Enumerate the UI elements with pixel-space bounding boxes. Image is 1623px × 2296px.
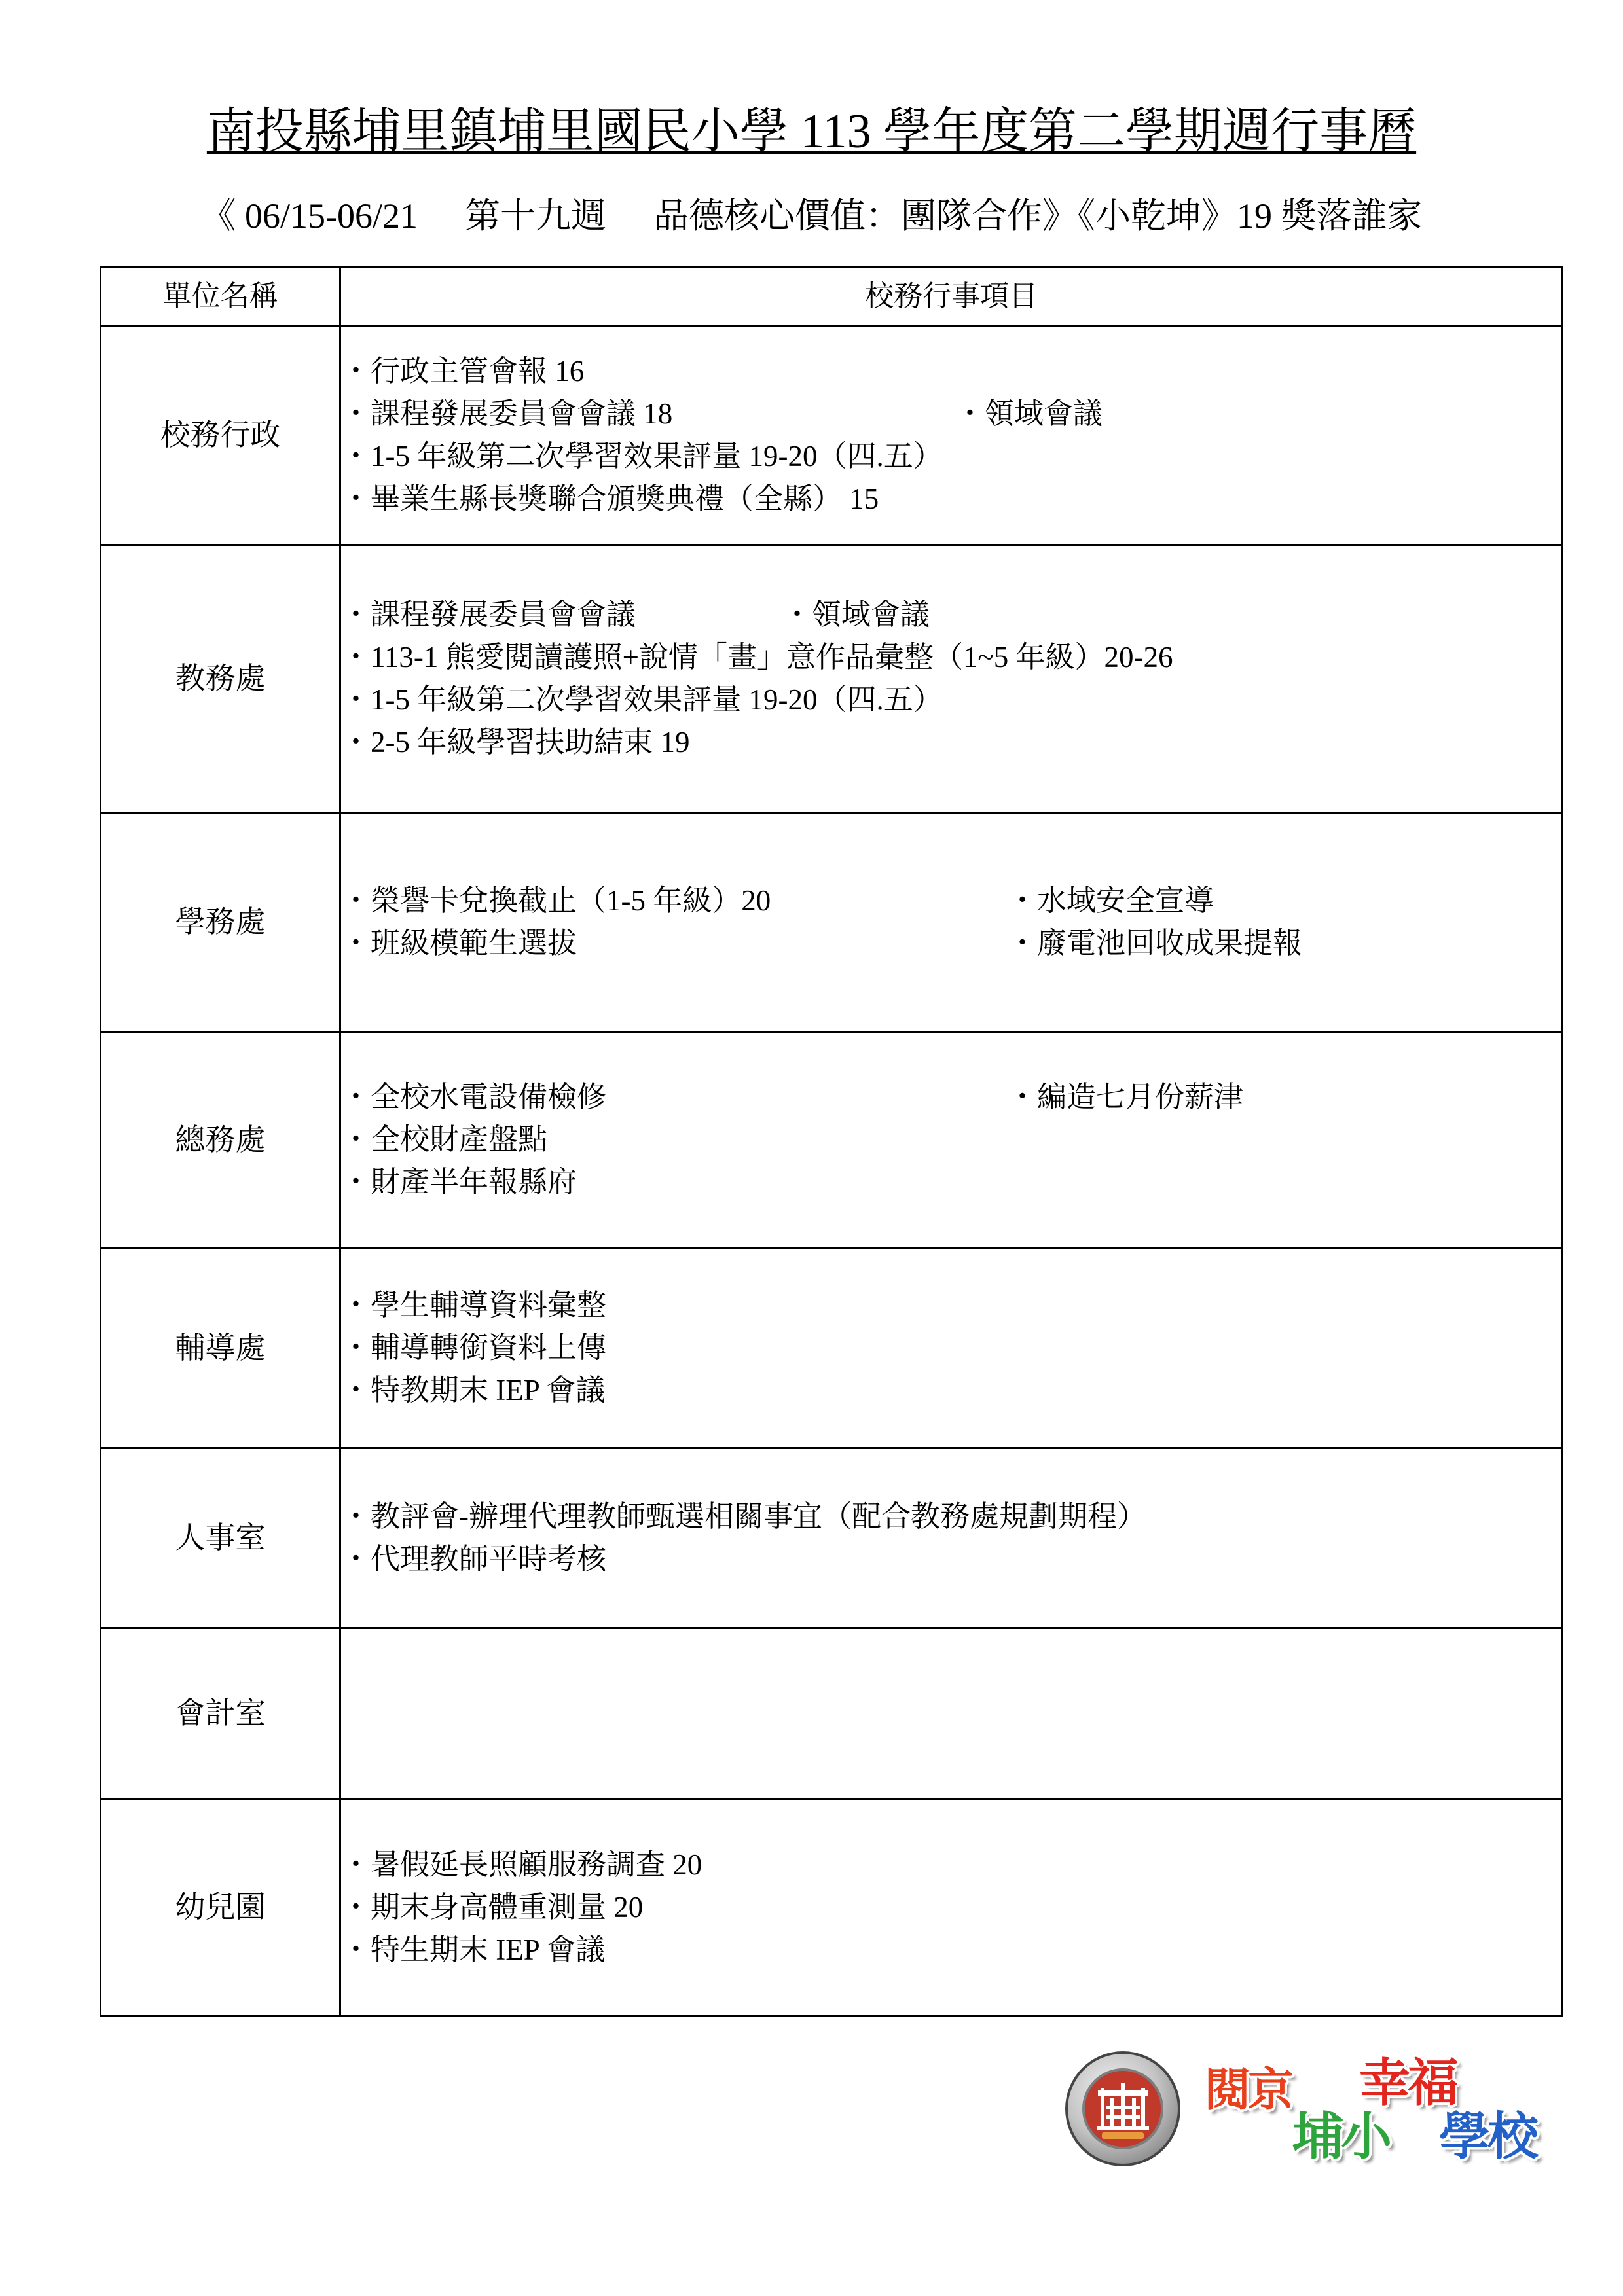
item-text: ・班級模範生選拔 [341,927,577,960]
header-unit-name: 單位名稱 [101,267,340,326]
items-cell [340,813,1563,1032]
subtitle-date-range: 《 06/15-06/21 [200,196,418,236]
item-text-secondary: ・廢電池回收成果提報 [1008,927,1303,960]
item-text: ・全校水電設備檢修 [341,1081,607,1113]
item-text: ・113-1 熊愛閱讀護照+說情「畫」意作品彙整（1~5 年級）20-26 [341,641,1173,673]
item-text-secondary: ・水域安全宣導 [1008,884,1214,917]
item-line [341,880,1561,922]
subtitle-theme: 品德核心價值：團隊合作》《小乾坤》19 獎落誰家 [653,196,1423,236]
item-line [341,1369,1561,1412]
item-text: ・學生輔導資料彙整 [341,1289,607,1321]
unit-name-cell: 輔導處 [101,1248,340,1448]
unit-name-cell: 學務處 [101,813,340,1032]
row-personnel [101,1448,1563,1628]
item-line [341,1284,1561,1327]
logo-word-4: 學校 [1439,2108,1537,2166]
item-line [341,679,1561,721]
row-student-affairs [101,813,1563,1032]
table-header-row [101,267,1563,326]
item-text: ・教評會-辦理代理教師甄選相關事宜（配合教務處規劃期程） [341,1500,1146,1533]
items-cell [340,1448,1563,1628]
item-text: ・代理教師平時考核 [341,1543,607,1575]
item-line [341,1496,1561,1538]
logo-word-1: 閱京 [1205,2063,1291,2117]
item-line [341,594,1561,636]
item-text: ・榮譽卡兌換截止（1-5 年級）20 [341,884,771,917]
item-line [341,1076,1561,1119]
unit-name-cell: 幼兒園 [101,1799,340,2016]
emblem-base [1102,2132,1144,2139]
items-cell [340,1032,1563,1248]
item-line [341,721,1561,764]
item-text: ・課程發展委員會會議 [341,598,636,631]
item-text: ・輔導轉銜資料上傳 [341,1331,607,1364]
emblem-building-icon [1097,2083,1149,2130]
row-academic-affairs [101,545,1563,813]
item-line [341,1929,1561,1971]
weekly-schedule-table [100,266,1563,2017]
items-cell [340,1799,1563,2016]
item-line [341,350,1561,393]
logo-word-3: 埔小 [1292,2108,1390,2166]
item-text: ・1-5 年級第二次學習效果評量 19-20（四.五） [341,440,943,473]
item-text: ・行政主管會報 16 [341,355,585,387]
item-text: ・全校財產盤點 [341,1123,548,1156]
school-logo-emblem [1064,2050,1182,2168]
unit-name-cell: 教務處 [101,545,340,813]
page-title: 南投縣埔里鎮埔里國民小學 113 學年度第二學期週行事曆 [206,105,1417,158]
unit-name-cell: 校務行政 [101,326,340,545]
item-text-secondary: ・編造七月份薪津 [1008,1081,1244,1113]
subtitle-week: 第十九週 [465,196,606,236]
items-cell [340,1628,1563,1799]
item-line [341,393,1561,435]
item-text: ・財產半年報縣府 [341,1166,577,1198]
item-text: ・特教期末 IEP 會議 [341,1374,606,1407]
row-counseling [101,1248,1563,1448]
items-cell [340,1248,1563,1448]
item-line [341,478,1561,520]
item-text: ・期末身高體重測量 20 [341,1890,644,1924]
row-kindergarten [101,1799,1563,2016]
logo-word-2: 幸福 [1359,2054,1457,2113]
item-line [341,922,1561,965]
week-subtitle [0,194,1623,238]
items-cell [340,545,1563,813]
item-text-secondary: ・領域會議 [782,598,930,631]
item-text: ・特生期末 IEP 會議 [341,1933,606,1966]
item-text: ・課程發展委員會會議 18 [341,397,673,430]
item-text: ・1-5 年級第二次學習效果評量 19-20（四.五） [341,683,943,716]
item-line [341,1538,1561,1581]
header-items: 校務行事項目 [340,267,1563,326]
item-line [341,1327,1561,1369]
item-line [341,1119,1561,1161]
unit-name-cell: 總務處 [101,1032,340,1248]
items-cell [340,326,1563,545]
item-text: ・暑假延長照顧服務調查 20 [341,1848,702,1881]
item-line [341,1844,1561,1886]
row-accounting [101,1628,1563,1799]
item-text: ・2-5 年級學習扶助結束 19 [341,726,690,759]
item-line [341,1161,1561,1204]
item-text-secondary: ・領域會議 [955,397,1103,430]
item-text: ・畢業生縣長獎聯合頒獎典禮（全縣） 15 [341,482,879,515]
row-school-administration [101,326,1563,545]
unit-name-cell: 人事室 [101,1448,340,1628]
item-line [341,1886,1561,1929]
unit-name-cell: 會計室 [101,1628,340,1799]
item-line [341,435,1561,478]
row-general-affairs [101,1032,1563,1248]
item-line [341,636,1561,679]
